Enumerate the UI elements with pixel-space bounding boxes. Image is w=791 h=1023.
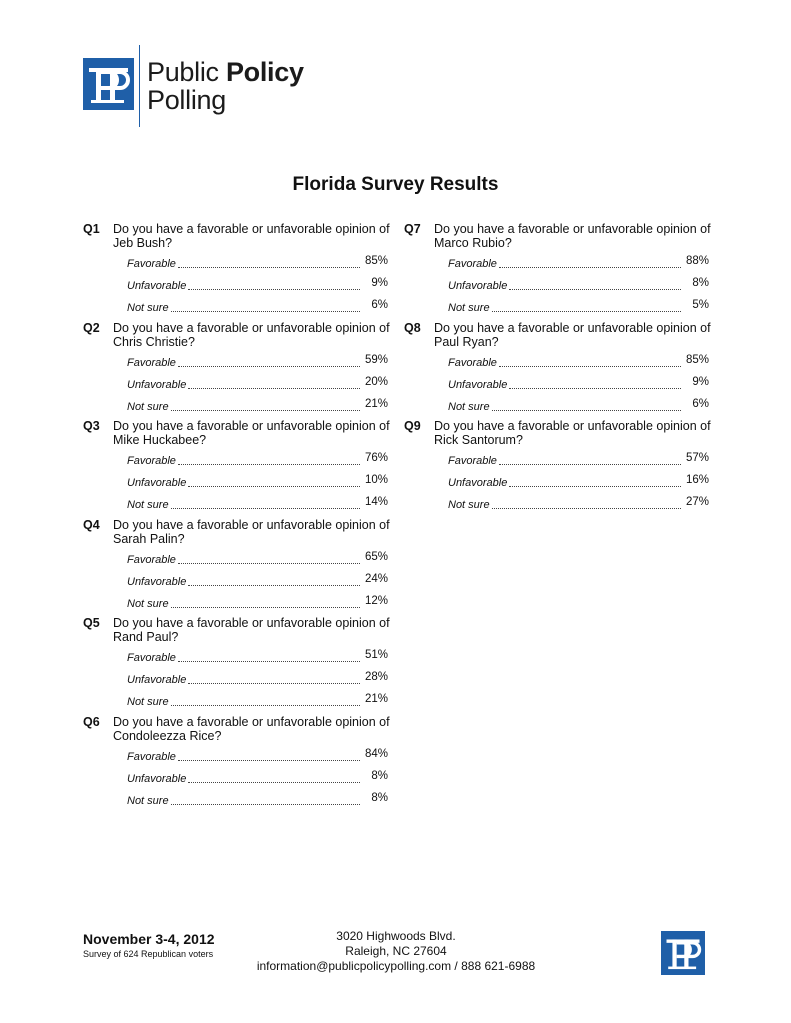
- answer-percent: 85%: [685, 353, 709, 366]
- dot-leader: [178, 358, 360, 367]
- question-text: Do you have a favorable or unfavorable opinion of Paul Ryan?: [434, 320, 711, 349]
- answer-percent: 84%: [364, 748, 388, 760]
- answer-label: Not sure: [127, 499, 169, 512]
- dot-leader: [178, 259, 360, 268]
- answer-label: Unfavorable: [127, 280, 187, 292]
- question-block: [404, 321, 709, 416]
- answer-label: Favorable: [127, 553, 176, 566]
- question-text: Do you have a favorable or unfavorable opinion of Rick Santorum?: [434, 419, 711, 448]
- footer-logo-mark: [661, 931, 705, 975]
- answer-percent: 6%: [692, 397, 709, 410]
- answer-percent: 8%: [371, 770, 388, 782]
- answer-row: [127, 749, 388, 763]
- answer-label: Not sure: [127, 302, 169, 314]
- dot-leader: [178, 456, 360, 465]
- question-block: [404, 222, 709, 317]
- dot-leader: [509, 281, 681, 290]
- dot-leader: [171, 697, 360, 706]
- answer-row: [448, 453, 709, 467]
- answer-row: [127, 793, 388, 807]
- answer-label: Not sure: [448, 499, 490, 512]
- dot-leader: [188, 281, 360, 290]
- survey-date: November 3-4, 2012: [83, 931, 215, 947]
- answer-percent: 8%: [692, 277, 709, 289]
- dot-leader: [171, 402, 360, 411]
- answer-percent: 8%: [371, 792, 388, 804]
- answer-row: [127, 574, 388, 588]
- answer-label: Not sure: [127, 696, 169, 709]
- dot-leader: [178, 752, 360, 761]
- ppp-monogram-icon: [83, 58, 134, 110]
- answer-percent: 9%: [692, 375, 709, 388]
- question-block: [83, 715, 388, 810]
- answer-label: Unfavorable: [448, 477, 508, 490]
- answer-percent: 20%: [364, 375, 388, 388]
- dot-leader: [499, 456, 681, 465]
- ppp-monogram-icon: [661, 931, 705, 975]
- dot-leader: [492, 303, 681, 312]
- answer-label: Favorable: [127, 751, 176, 763]
- answer-row: [127, 650, 388, 664]
- dot-leader: [188, 577, 360, 586]
- answer-label: Favorable: [127, 455, 176, 468]
- dot-leader: [171, 303, 360, 312]
- brand-name-bold: Policy: [225, 57, 304, 87]
- question-text: Do you have a favorable or unfavorable opinion of Jeb Bush?: [113, 222, 390, 250]
- answer-row: [448, 475, 709, 489]
- question-text: Do you have a favorable or unfavorable opinion of Mike Huckabee?: [113, 419, 390, 448]
- answer-label: Unfavorable: [448, 280, 508, 292]
- page-title: Florida Survey Results: [292, 174, 499, 195]
- dot-leader: [188, 380, 360, 389]
- answer-percent: 24%: [364, 572, 388, 585]
- question-block: [83, 518, 388, 613]
- dot-leader: [178, 555, 360, 564]
- dot-leader: [178, 653, 360, 662]
- answer-row: [127, 497, 388, 511]
- ppp-logo-mark: [83, 58, 134, 110]
- answer-percent: 21%: [364, 693, 388, 706]
- answer-percent: 85%: [364, 255, 388, 267]
- question-block: [83, 616, 388, 711]
- answer-label: Not sure: [127, 597, 169, 610]
- dot-leader: [171, 500, 360, 509]
- answer-row: [448, 377, 709, 391]
- dot-leader: [188, 774, 360, 783]
- answer-row: [127, 355, 388, 369]
- question-text: Do you have a favorable or unfavorable opinion of Sarah Palin?: [113, 517, 390, 546]
- survey-sample: Survey of 624 Republican voters: [83, 949, 214, 959]
- dot-leader: [171, 796, 360, 805]
- answer-label: Unfavorable: [127, 477, 187, 490]
- answer-label: Favorable: [127, 652, 176, 665]
- answer-percent: 51%: [364, 649, 388, 662]
- dot-leader: [492, 500, 681, 509]
- answer-percent: 14%: [364, 496, 388, 509]
- answer-percent: 57%: [685, 452, 709, 465]
- answer-percent: 27%: [685, 496, 709, 509]
- answer-row: [127, 256, 388, 270]
- answer-row: [448, 300, 709, 314]
- question-number: Q9: [404, 419, 421, 434]
- answer-row: [127, 300, 388, 314]
- question-number: Q8: [404, 320, 421, 335]
- answer-label: Favorable: [448, 455, 497, 468]
- answer-percent: 6%: [371, 299, 388, 311]
- answer-percent: 65%: [364, 550, 388, 563]
- question-text: Do you have a favorable or unfavorable opinion of Rand Paul?: [113, 616, 390, 645]
- question-number: Q5: [83, 616, 100, 631]
- logo-divider: [139, 45, 140, 127]
- answer-label: Not sure: [448, 400, 490, 413]
- answer-label: Unfavorable: [127, 773, 187, 785]
- question-text: Do you have a favorable or unfavorable opinion of Condoleezza Rice?: [113, 715, 390, 743]
- address-line1: 3020 Highwoods Blvd.: [336, 929, 456, 943]
- answer-percent: 76%: [364, 452, 388, 465]
- question-text: Do you have a favorable or unfavorable opinion of Marco Rubio?: [434, 222, 711, 250]
- answer-label: Unfavorable: [127, 575, 187, 588]
- answer-row: [448, 278, 709, 292]
- answer-label: Unfavorable: [127, 378, 187, 391]
- question-number: Q6: [83, 715, 100, 729]
- answer-percent: 21%: [364, 397, 388, 410]
- answer-label: Unfavorable: [448, 378, 508, 391]
- answer-row: [448, 256, 709, 270]
- dot-leader: [492, 402, 681, 411]
- answer-label: Not sure: [127, 795, 169, 807]
- question-block: [83, 419, 388, 514]
- answer-row: [448, 497, 709, 511]
- answer-row: [127, 399, 388, 413]
- answer-label: Unfavorable: [127, 674, 187, 687]
- answer-percent: 28%: [364, 671, 388, 684]
- dot-leader: [188, 478, 360, 487]
- brand-wordmark: [147, 58, 304, 114]
- answer-percent: 9%: [371, 277, 388, 289]
- answer-label: Not sure: [448, 302, 490, 314]
- answer-row: [127, 672, 388, 686]
- answer-row: [127, 552, 388, 566]
- footer-address: [236, 929, 556, 974]
- dot-leader: [509, 380, 681, 389]
- brand-name-light: Public: [147, 57, 219, 87]
- question-text: Do you have a favorable or unfavorable opinion of Chris Christie?: [113, 320, 390, 349]
- answer-label: Favorable: [448, 356, 497, 369]
- address-line2: Raleigh, NC 27604: [345, 944, 447, 958]
- answer-percent: 12%: [364, 594, 388, 607]
- answer-percent: 10%: [364, 474, 388, 487]
- answer-row: [127, 278, 388, 292]
- answer-row: [448, 355, 709, 369]
- answer-label: Not sure: [127, 400, 169, 413]
- brand-name-line2: Polling: [147, 85, 226, 115]
- answer-percent: 5%: [692, 299, 709, 311]
- dot-leader: [171, 599, 360, 608]
- contact-line: information@publicpolicypolling.com / 888 621-6988: [256, 959, 536, 973]
- answer-label: Favorable: [127, 356, 176, 369]
- question-block: [83, 321, 388, 416]
- question-number: Q7: [404, 222, 421, 236]
- answer-percent: 16%: [685, 474, 709, 487]
- dot-leader: [188, 675, 360, 684]
- answer-percent: 59%: [364, 353, 388, 366]
- answer-row: [448, 399, 709, 413]
- answer-row: [127, 771, 388, 785]
- answer-row: [127, 596, 388, 610]
- answer-row: [127, 694, 388, 708]
- question-number: Q3: [83, 419, 100, 434]
- question-block: [83, 222, 388, 317]
- answer-row: [127, 377, 388, 391]
- answer-row: [127, 453, 388, 467]
- dot-leader: [509, 478, 681, 487]
- dot-leader: [499, 358, 681, 367]
- dot-leader: [499, 259, 681, 268]
- question-block: [404, 419, 709, 514]
- answer-label: Favorable: [127, 258, 176, 270]
- answer-row: [127, 475, 388, 489]
- answer-percent: 88%: [685, 255, 709, 267]
- question-number: Q1: [83, 222, 100, 236]
- question-number: Q2: [83, 320, 100, 335]
- question-number: Q4: [83, 517, 100, 532]
- answer-label: Favorable: [448, 258, 497, 270]
